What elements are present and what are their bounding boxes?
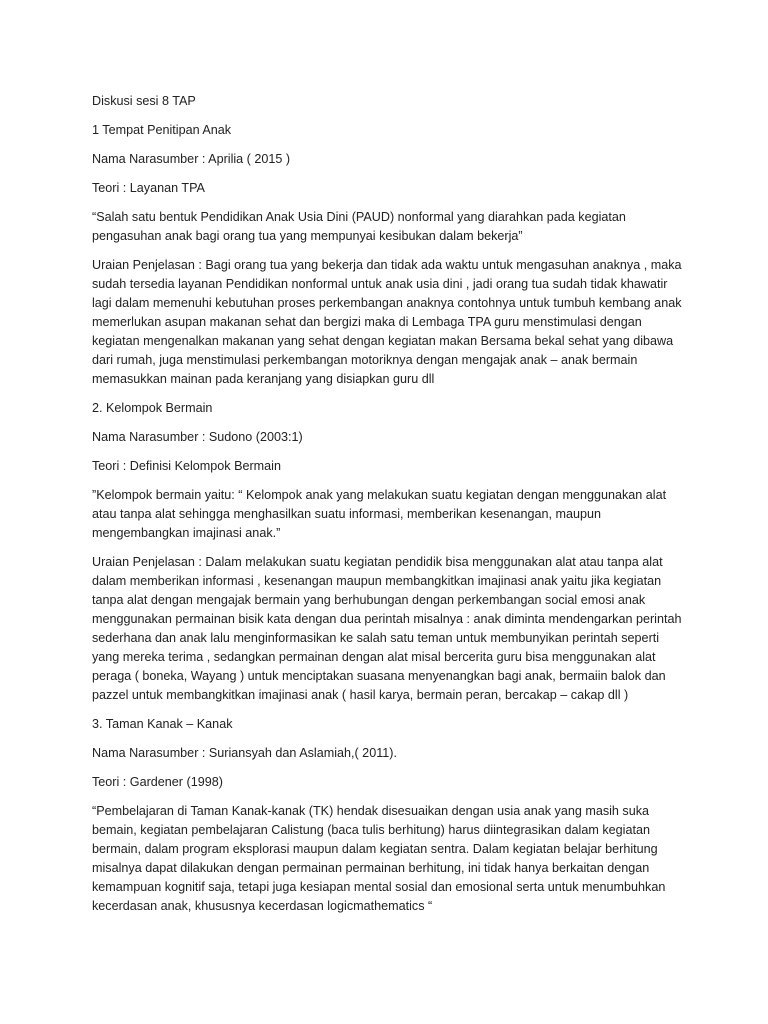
section-3-heading: 3. Taman Kanak – Kanak [92,717,233,731]
section-3-teori: Teori : Gardener (1998) [92,775,223,789]
section-2-teori: Teori : Definisi Kelompok Bermain [92,459,281,473]
section-2-quote: ”Kelompok bermain yaitu: “ Kelompok anak yang melakukan suatu kegiatan dengan menggunakan alat atau tanpa alat sehingga menghasilkan suatu informasi, memberikan kesenangan, maupun mengembangkan imajinasi anak.” [92,488,667,540]
section-2-uraian: Uraian Penjelasan : Dalam melakukan suatu kegiatan pendidik bisa menggunakan alat atau tanpa alat dalam memberikan informasi , kesenangan maupun membangkitkan imajinasi anak yaitu jika kegiatan tanpa alat dengan mengajak bermain yang berhubungan dengan perkembangan social emosi anak menggunakan permainan bisik kata dengan dua perintah misalnya : anak diminta mendengarkan perintah sederhana dan anak lalu menginformasikan ke salah satu teman untuk membunyikan perintah seperti yang mereka terima , sedangkan permainan dengan alat misal bercerita guru bisa menggunakan alat peraga ( boneka, Wayang ) untuk menciptakan suasana menyenangkan bagi anak, bermaiin balok dan pazzel untuk membangkitkan imajinasi anak ( hasil karya, bermain peran, bercakap – cakap dll ) [92,555,682,702]
section-2-narasumber: Nama Narasumber : Sudono (2003:1) [92,430,303,444]
document-title: Diskusi sesi 8 TAP [92,94,196,108]
section-1-quote: “Salah satu bentuk Pendidikan Anak Usia Dini (PAUD) nonformal yang diarahkan pada kegiatan pengasuhan anak bagi orang tua yang mempunyai kesibukan dalam bekerja” [92,210,626,243]
section-3-quote: “Pembelajaran di Taman Kanak-kanak (TK) hendak disesuaikan dengan usia anak yang masih suka bemain, kegiatan pembelajaran Calistung (baca tulis berhitung) harus diintegrasikan dalam kegiatan bermain, dalam program eksplorasi maupun dalam kegiatan sentra. Dalam kegiatan belajar berhitung misalnya dapat dilakukan dengan permainan permainan berhitung, ini tidak hanya berkaitan dengan kemampuan kognitif saja, tetapi juga kesiapan mental sosial dan emosional serta untuk menumbuhkan kecerdasan anak, khususnya kecerdasan logicmathematics “ [92,804,666,913]
section-1-heading: 1 Tempat Penitipan Anak [92,123,232,137]
document-page [92,92,682,926]
section-1-narasumber: Nama Narasumber : Aprilia ( 2015 ) [92,152,291,166]
section-3-narasumber: Nama Narasumber : Suriansyah dan Aslamiah,( 2011). [92,746,397,760]
section-1-uraian: Uraian Penjelasan : Bagi orang tua yang bekerja dan tidak ada waktu untuk mengasuhan anaknya , maka sudah tersedia layanan Pendidikan nonformal untuk anak usia dini , jadi orang tua sudah tidak khawatir lagi dalam memenuhi kebutuhan proses perkembangan anaknya contohnya untuk tumbuh kembang anak memerlukan asupan makanan sehat dan bergizi maka di Lembaga TPA guru menstimulasi dengan kegiatan mengenalkan makanan yang sehat dengan kegiatan makan Bersama bekal sehat yang dibawa dari rumah, juga menstimulasi perkembangan motoriknya dengan mengajak anak – anak bermain memasukkan mainan pada keranjang yang disiapkan guru dll [92,258,682,386]
section-2-heading: 2. Kelompok Bermain [92,401,213,415]
section-1-teori: Teori : Layanan TPA [92,181,205,195]
